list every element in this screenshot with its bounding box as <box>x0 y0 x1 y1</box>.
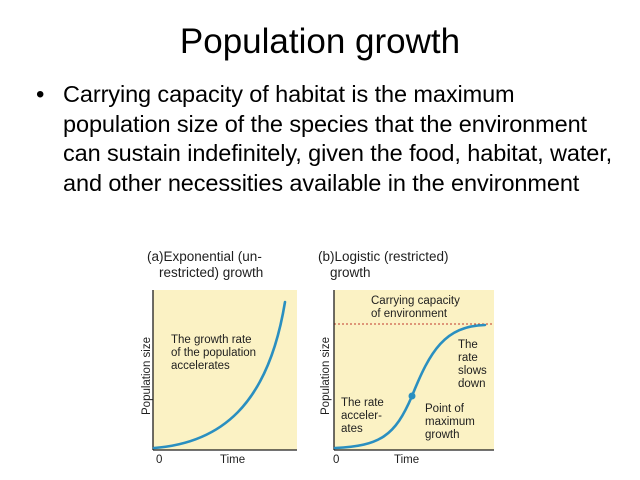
accel-label-line3: ates <box>341 423 363 435</box>
panel-a-annotation-line3: accelerates <box>171 360 230 372</box>
panel-b-heading-line1: (b)Logistic (restricted) <box>318 249 449 264</box>
panel-a-annotation-line1: The growth rate <box>171 334 252 346</box>
point-label-line1: Point of <box>425 403 464 415</box>
growth-figure <box>140 246 500 470</box>
max-growth-point <box>409 393 416 400</box>
slows-label-line3: slows <box>458 365 487 377</box>
panel-exponential <box>141 249 297 466</box>
growth-figure-svg <box>140 246 500 470</box>
panel-b-x-label: Time <box>394 454 420 466</box>
panel-a-y-label: Population size <box>141 337 153 415</box>
bullet-item <box>36 80 616 198</box>
slows-label-line2: rate <box>458 352 478 364</box>
capacity-label-line1: Carrying capacity <box>371 295 460 307</box>
panel-b-heading-line2: growth <box>330 265 371 280</box>
slows-label-line1: The <box>458 339 478 351</box>
panel-a-heading-line2: restricted) growth <box>159 265 264 280</box>
panel-b-y-label: Population size <box>320 337 332 415</box>
point-label-line3: growth <box>425 429 460 441</box>
accel-label-line2: acceler- <box>341 410 382 422</box>
page-title: Population growth <box>179 22 461 61</box>
accel-label-line1: The rate <box>341 397 384 409</box>
bullet-dot-icon: • <box>36 81 45 108</box>
panel-b-origin-label: 0 <box>333 454 340 466</box>
bullet-list <box>36 80 616 198</box>
panel-logistic <box>318 249 494 466</box>
point-label-line2: maximum <box>425 416 475 428</box>
panel-a-heading-line1: (a)Exponential (un- <box>147 249 262 264</box>
bullet-text: Carrying capacity of habitat is the maximum population size of the species that the environment can sustain indefinitely, given the food, habitat, water, and other necessities available in the environment <box>63 81 613 196</box>
panel-a-annotation-line2: of the population <box>171 347 257 359</box>
slows-label-line4: down <box>458 378 486 390</box>
panel-a-origin-label: 0 <box>156 454 163 466</box>
capacity-label-line2: of environment <box>371 308 448 320</box>
panel-a-x-label: Time <box>220 454 246 466</box>
